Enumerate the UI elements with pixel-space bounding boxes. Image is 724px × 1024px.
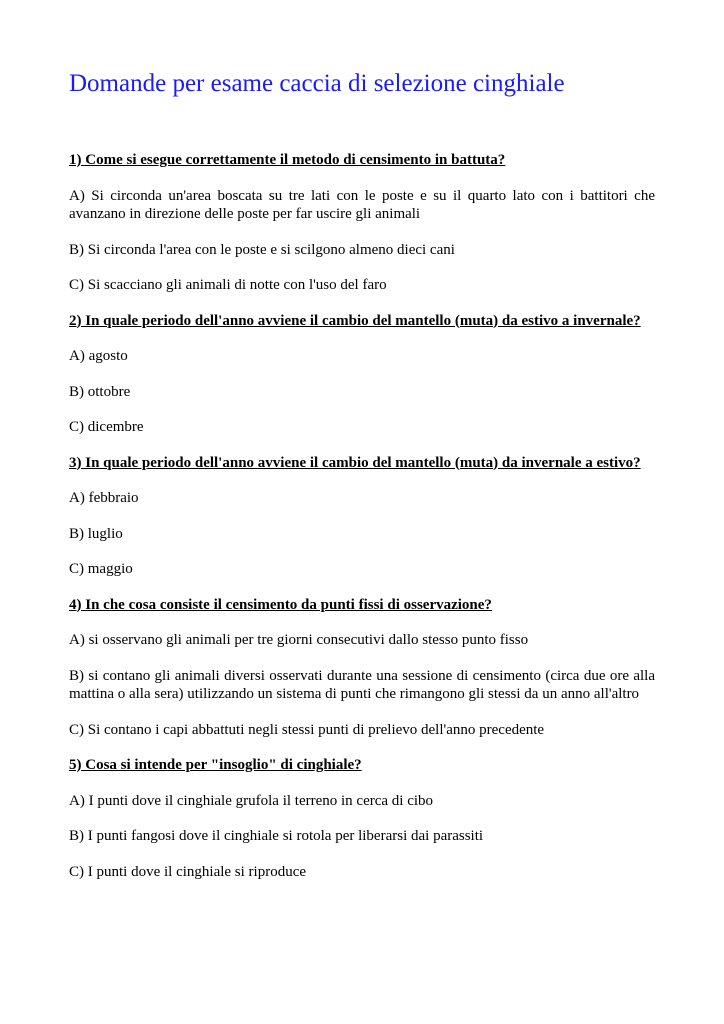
answer-c: C) Si contano i capi abbattuti negli stessi punti di prelievo dell'anno precedente — [69, 721, 545, 738]
document-title: Domande per esame caccia di selezione cinghiale — [69, 70, 565, 97]
question-text: 3) In quale periodo dell'anno avviene il cambio del mantello (muta) da invernale a estivo? — [69, 454, 641, 471]
answer-a: A) Si circonda un'area boscata su tre lati con le poste e su il quarto lato con i battitori che avanzano in direzione delle poste per far uscire gli animali — [69, 187, 655, 222]
question-text: 4) In che cosa consiste il censimento da punti fissi di osservazione? — [69, 596, 492, 613]
question-text: 5) Cosa si intende per "insoglio" di cinghiale? — [69, 757, 362, 773]
question-text: 2) In quale periodo dell'anno avviene il cambio del mantello (muta) da estivo a invernale? — [69, 312, 641, 329]
question-5 — [69, 756, 655, 881]
answer-a: A) febbraio — [69, 490, 139, 506]
answer-c: C) Si scacciano gli animali di notte con l'uso del faro — [69, 277, 387, 293]
question-list — [69, 151, 655, 898]
answer-c: C) dicembre — [69, 419, 144, 435]
answer-a: A) agosto — [69, 348, 128, 364]
question-2 — [69, 312, 655, 437]
answer-b: B) I punti fangosi dove il cinghiale si rotola per liberarsi dai parassiti — [69, 828, 484, 844]
question-3 — [69, 454, 655, 579]
answer-a: A) si osservano gli animali per tre giorni consecutivi dallo stesso punto fisso — [69, 632, 529, 648]
answer-b: B) Si circonda l'area con le poste e si scilgono almeno dieci cani — [69, 241, 455, 258]
question-4 — [69, 596, 655, 740]
answer-b: B) luglio — [69, 525, 123, 542]
question-text: 1) Come si esegue correttamente il metodo di censimento in battuta? — [69, 152, 506, 168]
answer-b: B) si contano gli animali diversi osservati durante una sessione di censimento (circa due ore alla mattina o alla sera) utilizzando un sistema di punti che rimangono gli stessi da un anno all'altro — [69, 667, 655, 702]
answer-b: B) ottobre — [69, 383, 131, 400]
answer-c: C) I punti dove il cinghiale si riproduce — [69, 863, 307, 880]
answer-a: A) I punti dove il cinghiale grufola il terreno in cerca di cibo — [69, 792, 434, 809]
answer-c: C) maggio — [69, 561, 133, 577]
question-1 — [69, 151, 655, 295]
